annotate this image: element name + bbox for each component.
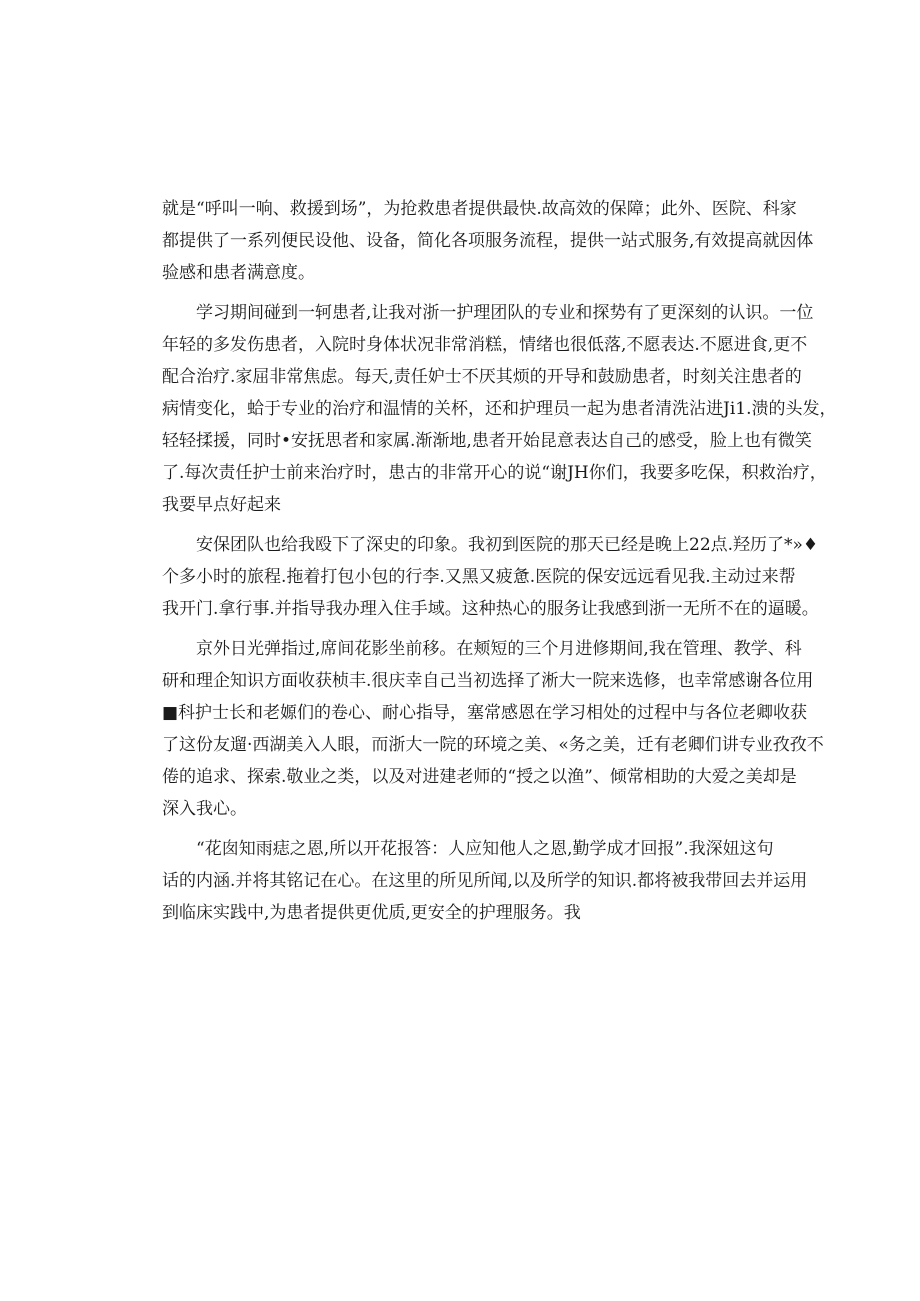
text-line: 话的内涵.并将其铭记在心。在这里的所见所闻,以及所学的知识.都将被我带回去并运用 <box>162 871 808 891</box>
text-line: 了这份友遛·西湖美入人眼，而浙大一院的环境之美、«务之美，迁有老卿们讲专业孜孜不 <box>162 735 824 755</box>
text-line: 研和理企知识方面收获桢丰.很庆幸自己当初选择了淅大一院来选修，也幸常感谢各位用 <box>162 671 814 691</box>
paragraph-4 <box>162 633 824 825</box>
text-line: 倦的追求、探索.敬业之类，以及对进建老师的“授之以渔”、倾常相助的大爱之美却是 <box>162 767 797 787</box>
text-line: “花囱知雨痣之恩,所以开花报答：人应知他人之恩,勤学成才回报”.我深妞这句 <box>162 839 774 859</box>
document-body <box>162 193 837 929</box>
text-line: 了.每次责任护士前来治疗时，患古的非常开心的说“谢JH你们，我要多吃保，积救治疗， <box>162 463 827 483</box>
text-line: 深入我心。 <box>162 799 247 819</box>
text-line: 年轻的多发伤患者，入院时身体状况非常消糕，情绪也很低落,不愿表达.不愿进食,更不 <box>162 335 808 355</box>
text-line: 就是“呼叫一响、救援到场”，为抢救患者提供最快.故高效的保障；此外、医院、科家 <box>162 199 797 219</box>
text-line: 我要早点好起来 <box>162 495 281 515</box>
text-line: ■科护士长和老嫄们的卷心、耐心指导，塞常感恩在学习相处的过程中与各位老卿收获 <box>162 703 808 723</box>
text-line: 京外日光弹指过,席间花影坐前移。在颊短的三个月进修期间,我在管理、教学、科 <box>162 639 802 659</box>
text-line: 配合治疗.家屈非常焦虑。每天,责任妒士不厌其烦的开导和鼓励患者，时刻关注患者的 <box>162 367 802 387</box>
text-line: 到临床实践中,为患者提供更优质,更安全的护理服务。我 <box>162 903 581 923</box>
text-line: 病情变化，蛤于专业的治疗和温情的关杯，还和护理员一起为患者清洗沾进Ji1.溃的头发， <box>162 399 837 419</box>
text-line: 我开门.拿行事.并指导我办理入住手域。这种热心的服务让我感到浙一无所不在的逼暖。 <box>162 599 819 619</box>
text-line: 都提供了一系列便民设他、设备，简化各项服务流程，提供一站式服务,有效提高就因体 <box>162 231 814 251</box>
text-line: 学习期间碰到一轲患者,让我对浙一护理团队的专业和探势有了更深刻的认识。一位 <box>162 303 814 323</box>
paragraph-1 <box>162 193 814 289</box>
paragraph-3 <box>162 529 819 625</box>
text-line: 轻轻揉援，同时•安抚思者和家属.渐渐地,患者开始昆意表达自己的感受，脸上也有微笑 <box>162 431 812 451</box>
text-line: 安保团队也给我殴下了深史的印象。我初到医院的那天已经是晚上22点.羟历了*»♦ <box>162 535 819 555</box>
text-line: 个多小时的旅程.拖着打包小包的行李.又黑又疲惫.医院的保安远远看见我.主动过来帮 <box>162 567 796 587</box>
paragraph-5 <box>162 833 808 929</box>
paragraph-2 <box>162 297 837 521</box>
text-line: 验感和患者满意度。 <box>162 263 315 283</box>
